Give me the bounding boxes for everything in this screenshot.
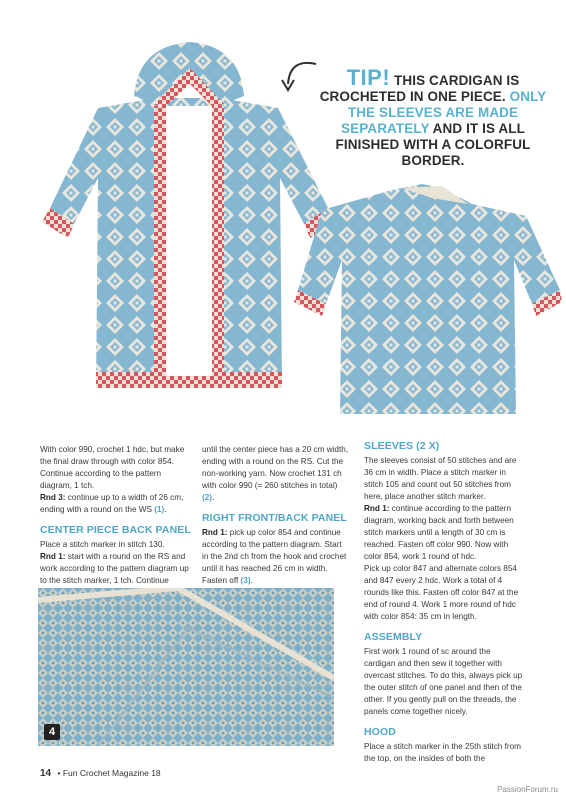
paragraph: Rnd 3: continue up to a width of 26 cm, ending with a round on the WS (1). [40, 493, 184, 514]
section-heading: RIGHT FRONT/BACK PANEL [202, 512, 347, 524]
text-column-1 [40, 444, 192, 587]
paragraph: Rnd 1: continue according to the pattern diagram, working back and forth between stitch markers until a length of 30 cm is reached. Fasten off color 990. Now with color 854, work 1 round of hdc. [364, 504, 514, 561]
paragraph: Rnd 1: start with a round on the RS and work according to the pattern diagram up to the stitch marker, 1 tch. Continue [40, 552, 189, 585]
page-footer [40, 768, 161, 779]
paragraph: With color 990, crochet 1 hdc, but make the final draw through with color 854. Continue according to the pattern diagram, 1 tch. [40, 445, 185, 490]
section-heading: HOOD [364, 726, 396, 738]
paragraph: Pick up color 847 and alternate colors 854 and 847 every 2 hdc. Work a total of 4 rounds like this. Fasten off color 847 at the end of round 4. Work 1 more round of hdc with color 854: 35 cm in length. [364, 564, 519, 621]
tip-highlight: ONLY THE SLEEVES ARE MADE SEPARATELY [341, 89, 547, 136]
tip-line-a: THIS CARDIGAN IS CROCHETED IN ONE PIECE. [319, 73, 520, 104]
photo-number-badge: 4 [44, 724, 60, 740]
cardigan-back-photo [292, 180, 564, 420]
paragraph: Place a stitch marker in the 25th stitch from the top, on the insides of both the [364, 742, 521, 763]
magazine-name: Fun Crochet Magazine 18 [62, 768, 161, 778]
tip-callout [318, 65, 548, 169]
paragraph: The sleeves consist of 50 stitches and are 36 cm in width. Place a stitch marker in stitch 105 and count out 50 stitches from here, place another stitch marker. [364, 456, 517, 501]
section-heading: CENTER PIECE BACK PANEL [40, 524, 191, 536]
paragraph: First work 1 round of sc around the cardigan and then sew it together with overcast stitches. To do this, always pick up the outer stitch of one panel and then of the other. If you gently pull on the threads, the panels come together nicely. [364, 647, 523, 716]
tip-line-b: AND IT IS ALL FINISHED WITH A COLORFUL BORDER. [335, 121, 531, 168]
watermark: PassionForum.ru [497, 785, 558, 794]
text-column-3 [364, 440, 524, 765]
paragraph: Place a stitch marker in stitch 130. [40, 540, 165, 549]
paragraph: until the center piece has a 20 cm width, ending with a round on the RS. Cut the non-working yarn. Now crochet 131 ch with color 990 (= 260 stitches in total) (2). [202, 445, 349, 502]
paragraph: Fasten off (3). [202, 576, 253, 585]
hood-detail-photo [38, 588, 334, 746]
page-number: 14 [40, 768, 52, 779]
text-column-2 [202, 444, 350, 587]
section-heading: ASSEMBLY [364, 631, 423, 643]
tip-word: TIP! [346, 65, 391, 90]
paragraph: Rnd 1: pick up color 854 and continue according to the pattern diagram. Start in the 2nd ch from the hook and crochet until it has reached 26 cm in width. [202, 528, 347, 573]
footer-bullet: • [57, 768, 61, 778]
curved-arrow-icon [276, 54, 320, 98]
section-heading: SLEEVES (2 X) [364, 440, 440, 452]
